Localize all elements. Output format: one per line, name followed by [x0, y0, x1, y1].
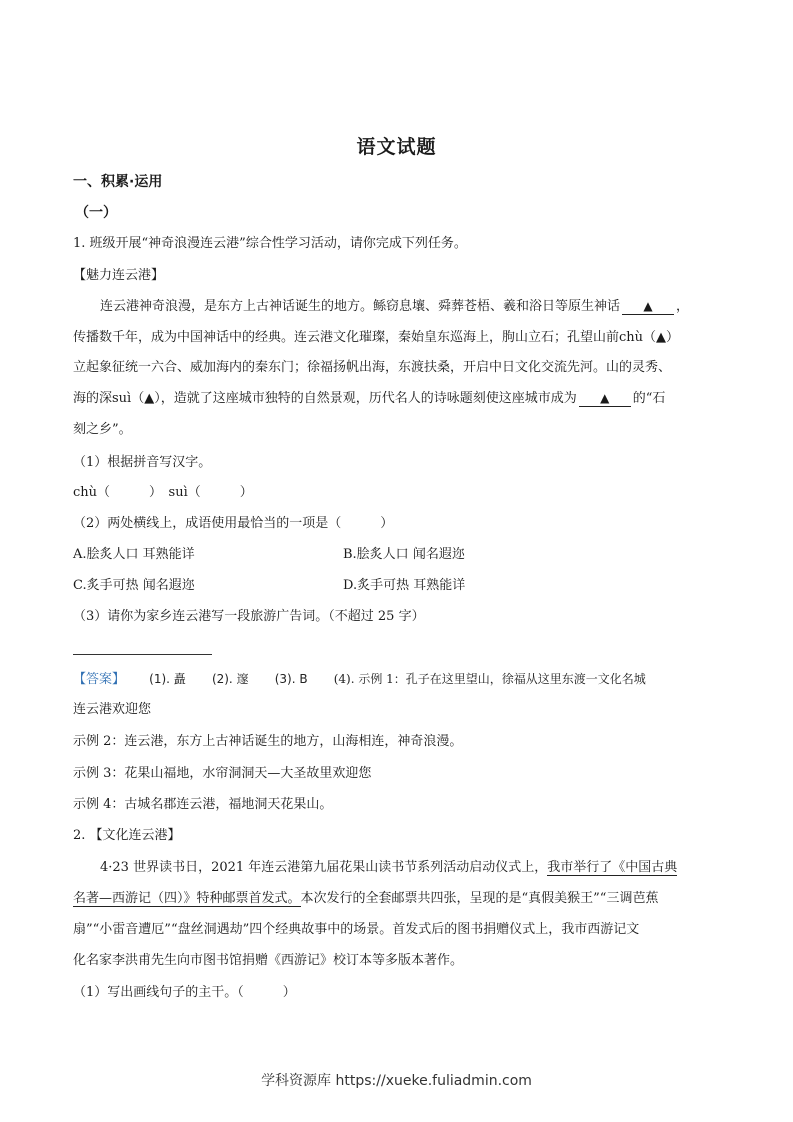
- subsection-heading: （一）: [75, 205, 117, 221]
- option-c[interactable]: C.炙手可热 闻名遐迩: [73, 578, 195, 593]
- q2-passage-line-1: [100, 858, 677, 878]
- subquestion-1: （1）根据拼音写汉字。: [73, 455, 212, 470]
- subquestion-2: （2）两处横线上，成语使用最恰当的一项是（ ）: [73, 516, 394, 531]
- answer-3: (3). B: [274, 672, 308, 686]
- passage-text: ，: [676, 299, 690, 314]
- passage-text: 连云港神奇浪漫，是东方上古神话诞生的地方。鲧窃息壤、舜葬苍梧、羲和浴日等原生神话: [100, 299, 621, 314]
- answer-example-2: 示例 2：连云港，东方上古神话诞生的地方，山海相连，神奇浪漫。: [73, 734, 463, 749]
- answer-1: (1). 矗: [149, 672, 186, 686]
- passage-line-1: [100, 297, 689, 317]
- passage-text: 海的深suì（▲），造就了这座城市独特的自然景观，历代名人的诗咏题刻使这座城市成为: [73, 391, 577, 406]
- section-heading: 一、积累·运用: [73, 174, 163, 190]
- answer-example-4: 示例 4：古城名郡连云港，福地洞天花果山。: [73, 797, 333, 812]
- subquestion-3: （3）请你为家乡连云港写一段旅游广告词。（不超过 25 字）: [73, 609, 425, 624]
- answer-continuation: 连云港欢迎您: [73, 702, 152, 717]
- passage-text: 本次发行的全套邮票共四张，呈现的是“真假美猴王”“三调芭蕉: [300, 891, 659, 906]
- fill-blank[interactable]: ▲: [622, 299, 674, 315]
- passage-line-2: 传播数千年，成为中国神话中的经典。连云港文化璀璨，秦始皇东巡海上，朐山立石；孔望山前chù（▲）: [73, 330, 680, 345]
- section-tag-charm: 【魅力连云港】: [73, 268, 165, 283]
- answer-2: (2). 邃: [211, 672, 249, 686]
- pinyin-answer-line[interactable]: chù（ ） suì（ ）: [73, 485, 253, 500]
- question-1-stem: 1. 班级开展“神奇浪漫连云港”综合性学习活动，请你完成下列任务。: [73, 236, 467, 251]
- page-title: 语文试题: [356, 136, 437, 158]
- q2-passage-line-2: [73, 889, 658, 909]
- passage-line-5: 刻之乡”。: [73, 422, 132, 437]
- q2-subquestion-1: （1）写出画线句子的主干。（ ）: [73, 985, 296, 1000]
- answer-example-3: 示例 3：花果山福地，水帘洞洞天—大圣故里欢迎您: [73, 766, 372, 781]
- underlined-sentence: 我市举行了《中国古典: [547, 860, 678, 875]
- underlined-sentence: 名著—西游记（四）》特种邮票首发式。: [73, 891, 301, 906]
- passage-text: 4·23 世界读书日，2021 年连云港第九届花果山读书节系列活动启动仪式上，: [100, 860, 548, 875]
- passage-text: 的“石: [632, 391, 666, 406]
- answer-tag: 【答案】: [73, 672, 126, 687]
- footer-watermark: 学科资源库 https://xueke.fuliadmin.com: [261, 1073, 532, 1089]
- answer-4: (4). 示例 1：孔子在这里望山，徐福从这里东渡一文化名城: [333, 672, 646, 686]
- separator-line: [73, 654, 212, 655]
- q2-passage-line-4: 化名家李洪甫先生向市图书馆捐赠《西游记》校订本等多版本著作。: [73, 953, 464, 968]
- q2-passage-line-3: 扇”“小雷音遭厄”“盘丝洞遇劫”四个经典故事中的场景。首发式后的图书捐赠仪式上，我市西游记文: [73, 922, 640, 937]
- option-a[interactable]: A.脍炙人口 耳熟能详: [73, 547, 195, 562]
- fill-blank[interactable]: ▲: [579, 391, 631, 407]
- passage-line-3: 立起象征统一六合、威加海内的秦东门；徐福扬帆出海，东渡扶桑，开启中日文化交流先河。山的灵秀、: [73, 360, 672, 375]
- answer-line: [73, 669, 646, 690]
- option-b[interactable]: B.脍炙人口 闻名遐迩: [343, 547, 465, 562]
- passage-line-4: [73, 389, 665, 409]
- question-2-stem: 2. 【文化连云港】: [73, 828, 181, 843]
- option-d[interactable]: D.炙手可热 耳熟能详: [343, 578, 466, 593]
